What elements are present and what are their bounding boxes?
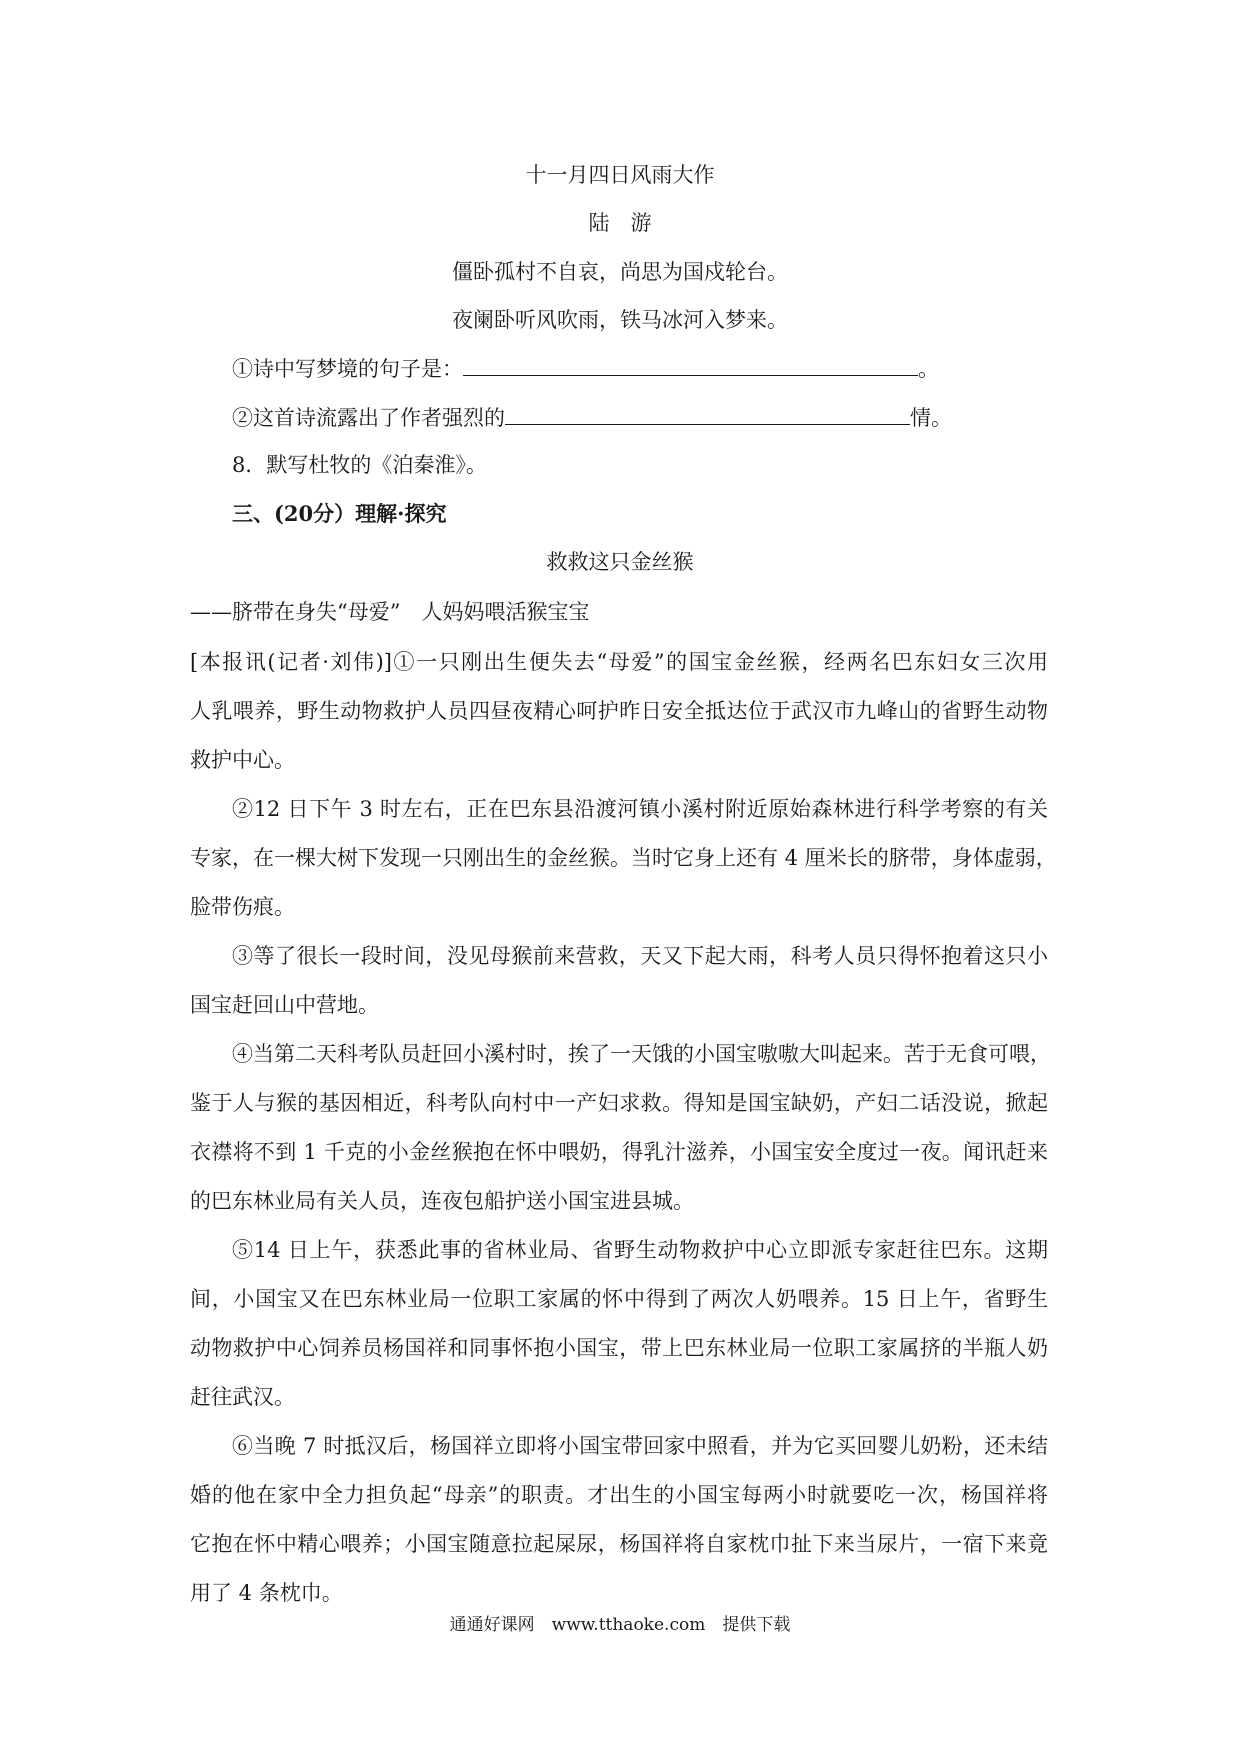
paragraph-2-line-2: 专家，在一棵大树下发现一只刚出生的金丝猴。当时它身上还有 4 厘米长的脐带，身体虚弱， [190, 846, 1057, 870]
poem-author: 陆 游 [588, 211, 652, 235]
paragraph-5-line-4: 赶往武汉。 [190, 1385, 295, 1409]
question-2 [232, 402, 952, 433]
poem-line-1: 僵卧孤村不自哀，尚思为国戍轮台。 [452, 260, 788, 284]
paragraph-3-line-1: ③等了很长一段时间，没见母猴前来营救，天又下起大雨，科考人员只得怀抱着这只小 [232, 944, 1048, 968]
paragraph-2-line-1: ②12 日下午 3 时左右，正在巴东县沿渡河镇小溪村附近原始森林进行科学考察的有关 [232, 797, 1048, 821]
paragraph-6-line-3: 它抱在怀中精心喂养；小国宝随意拉起屎尿，杨国祥将自家枕巾扯下来当尿片，一宿下来竟 [190, 1532, 1048, 1556]
paragraph-6-line-4: 用了 4 条枕巾。 [190, 1581, 343, 1605]
paragraph-5-line-3: 动物救护中心饲养员杨国祥和同事怀抱小国宝，带上巴东林业局一位职工家属挤的半瓶人奶 [190, 1336, 1048, 1360]
question-1-end: 。 [918, 357, 939, 381]
paragraph-5-line-2: 间，小国宝又在巴东林业局一位职工家属的怀中得到了两次人奶喂养。15 日上午，省野生 [190, 1287, 1048, 1311]
question-8: 8．默写杜牧的《泊秦淮》。 [232, 453, 487, 477]
paragraph-5-line-1: ⑤14 日上午，获悉此事的省林业局、省野生动物救护中心立即派专家赶往巴东。这期 [232, 1238, 1048, 1262]
poem-line-2: 夜阑卧听风吹雨，铁马冰河入梦来。 [452, 308, 788, 332]
paragraph-4-line-2: 鉴于人与猴的基因相近，科考队向村中一产妇求救。得知是国宝缺奶，产妇二话没说，掀起 [190, 1091, 1048, 1115]
paragraph-1-line-3: 救护中心。 [190, 748, 295, 772]
question-1 [232, 353, 939, 384]
section-heading: 三、(20分）理解·探究 [232, 501, 447, 526]
paragraph-1-line-2: 人乳喂养，野生动物救护人员四昼夜精心呵护昨日安全抵达位于武汉市九峰山的省野生动物 [190, 699, 1048, 723]
answer-blank-2[interactable] [505, 402, 910, 425]
article-title: 救救这只金丝猴 [546, 550, 694, 574]
paragraph-4-line-1: ④当第二天科考队员赶回小溪村时，挨了一天饿的小国宝嗷嗷大叫起来。苦于无食可喂， [232, 1042, 1051, 1066]
paragraph-3-line-2: 国宝赶回山中营地。 [190, 993, 379, 1017]
paragraph-6-line-1: ⑥当晚 7 时抵汉后，杨国祥立即将小国宝带回家中照看，并为它买回婴儿奶粉，还未结 [232, 1434, 1048, 1458]
question-2-prompt: ②这首诗流露出了作者强烈的 [232, 406, 505, 430]
poem-title: 十一月四日风雨大作 [525, 163, 715, 187]
article-subtitle: ——脐带在身失“母爱” 人妈妈喂活猴宝宝 [190, 600, 590, 624]
paragraph-4-line-4: 的巴东林业局有关人员，连夜包船护送小国宝进县城。 [190, 1189, 694, 1213]
question-2-end: 情。 [910, 406, 952, 430]
question-1-prompt: ①诗中写梦境的句子是： [232, 357, 463, 381]
paragraph-6-line-2: 婚的他在家中全力担负起“母亲”的职责。才出生的小国宝每两小时就要吃一次，杨国祥将 [190, 1483, 1048, 1507]
paragraph-2-line-3: 脸带伤痕。 [190, 895, 295, 919]
page-footer: 通通好课网 www.tthaoke.com 提供下载 [449, 1615, 791, 1635]
paragraph-4-line-3: 衣襟将不到 1 千克的小金丝猴抱在怀中喂奶，得乳汁滋养，小国宝安全度过一夜。闻讯赶来 [190, 1140, 1048, 1164]
answer-blank-1[interactable] [463, 353, 918, 376]
paragraph-1-line-1: [本报讯(记者·刘伟)]①一只刚出生便失去“母爱”的国宝金丝猴，经两名巴东妇女三次用 [190, 650, 1048, 674]
